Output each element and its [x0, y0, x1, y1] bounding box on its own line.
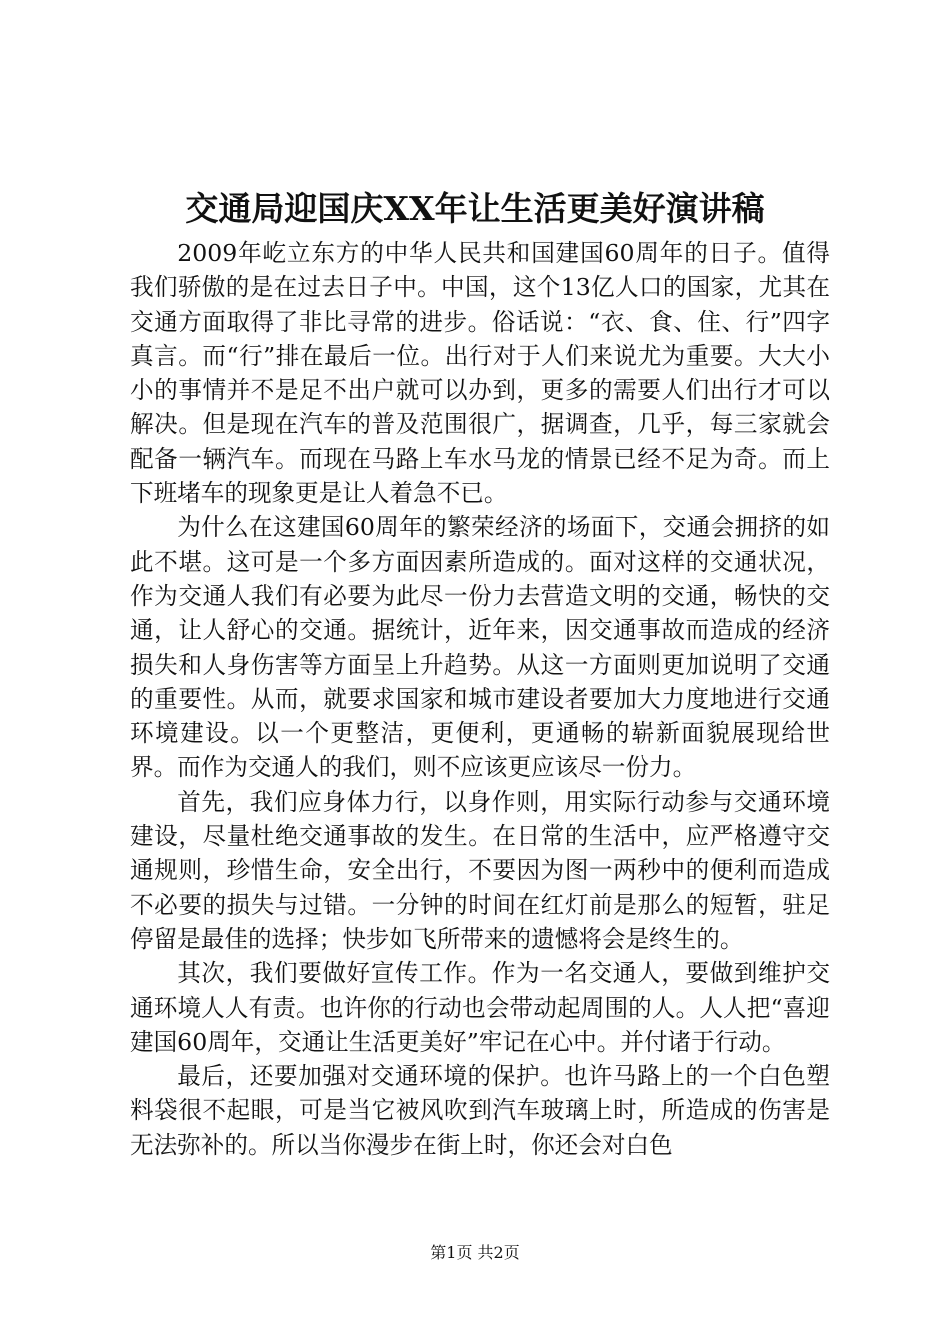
paragraph-5: 最后，还要加强对交通环境的保护。也许马路上的一个白色塑料袋很不起眼，可是当它被风吹到汽车玻璃上时，所造成的伤害是无法弥补的。所以当你漫步在街上时，你还会对白色: [130, 1062, 830, 1159]
paragraph-3: 首先，我们应身体力行，以身作则，用实际行动参与交通环境建设，尽量杜绝交通事故的发生。在日常的生活中，应严格遵守交通规则，珍惜生命，安全出行，不要因为图一两秒中的便利而造成不必要的损失与过错。一分钟的时间在红灯前是那么的短暂，驻足停留是最佳的选择；快步如飞所带来的遗憾将会是终生的。: [130, 787, 830, 953]
document-title: 交通局迎国庆XX年让生活更美好演讲稿: [185, 189, 765, 228]
page-total: 共2页: [477, 1243, 520, 1262]
page-number: 第1页: [430, 1243, 473, 1262]
paragraph-2: 为什么在这建国60周年的繁荣经济的场面下，交通会拥挤的如此不堪。这可是一个多方面因素所造成的。面对这样的交通状况，作为交通人我们有必要为此尽一份力去营造文明的交通，畅快的交通，让人舒心的交通。据统计，近年来，因交通事故而造成的经济损失和人身伤害等方面呈上升趋势。从这一方面则更加说明了交通的重要性。从而，就要求国家和城市建设者要加大力度地进行交通环境建设。以一个更整洁，更便利，更通畅的崭新面貌展现给世界。而作为交通人的我们，则不应该更应该尽一份力。: [130, 513, 830, 782]
paragraph-1: 2009年屹立东方的中华人民共和国建国60周年的日子。值得我们骄傲的是在过去日子中。中国，这个13亿人口的国家，尤其在交通方面取得了非比寻常的进步。俗话说：“衣、食、住、行”四字真言。而“行”排在最后一位。出行对于人们来说尤为重要。大大小小的事情并不是足不出户就可以办到，更多的需要人们出行才可以解决。但是现在汽车的普及范围很广，据调查，几乎，每三家就会配备一辆汽车。而现在马路上车水马龙的情景已经不足为奇。而上下班堵车的现象更是让人着急不已。: [130, 239, 830, 508]
document-body: [130, 236, 830, 1162]
paragraph-4: 其次，我们要做好宣传工作。作为一名交通人，要做到维护交通环境人人有责。也许你的行动也会带动起周围的人。人人把“喜迎建国60周年，交通让生活更美好”牢记在心中。并付诸于行动。: [130, 959, 830, 1056]
page-footer: [0, 1242, 950, 1264]
